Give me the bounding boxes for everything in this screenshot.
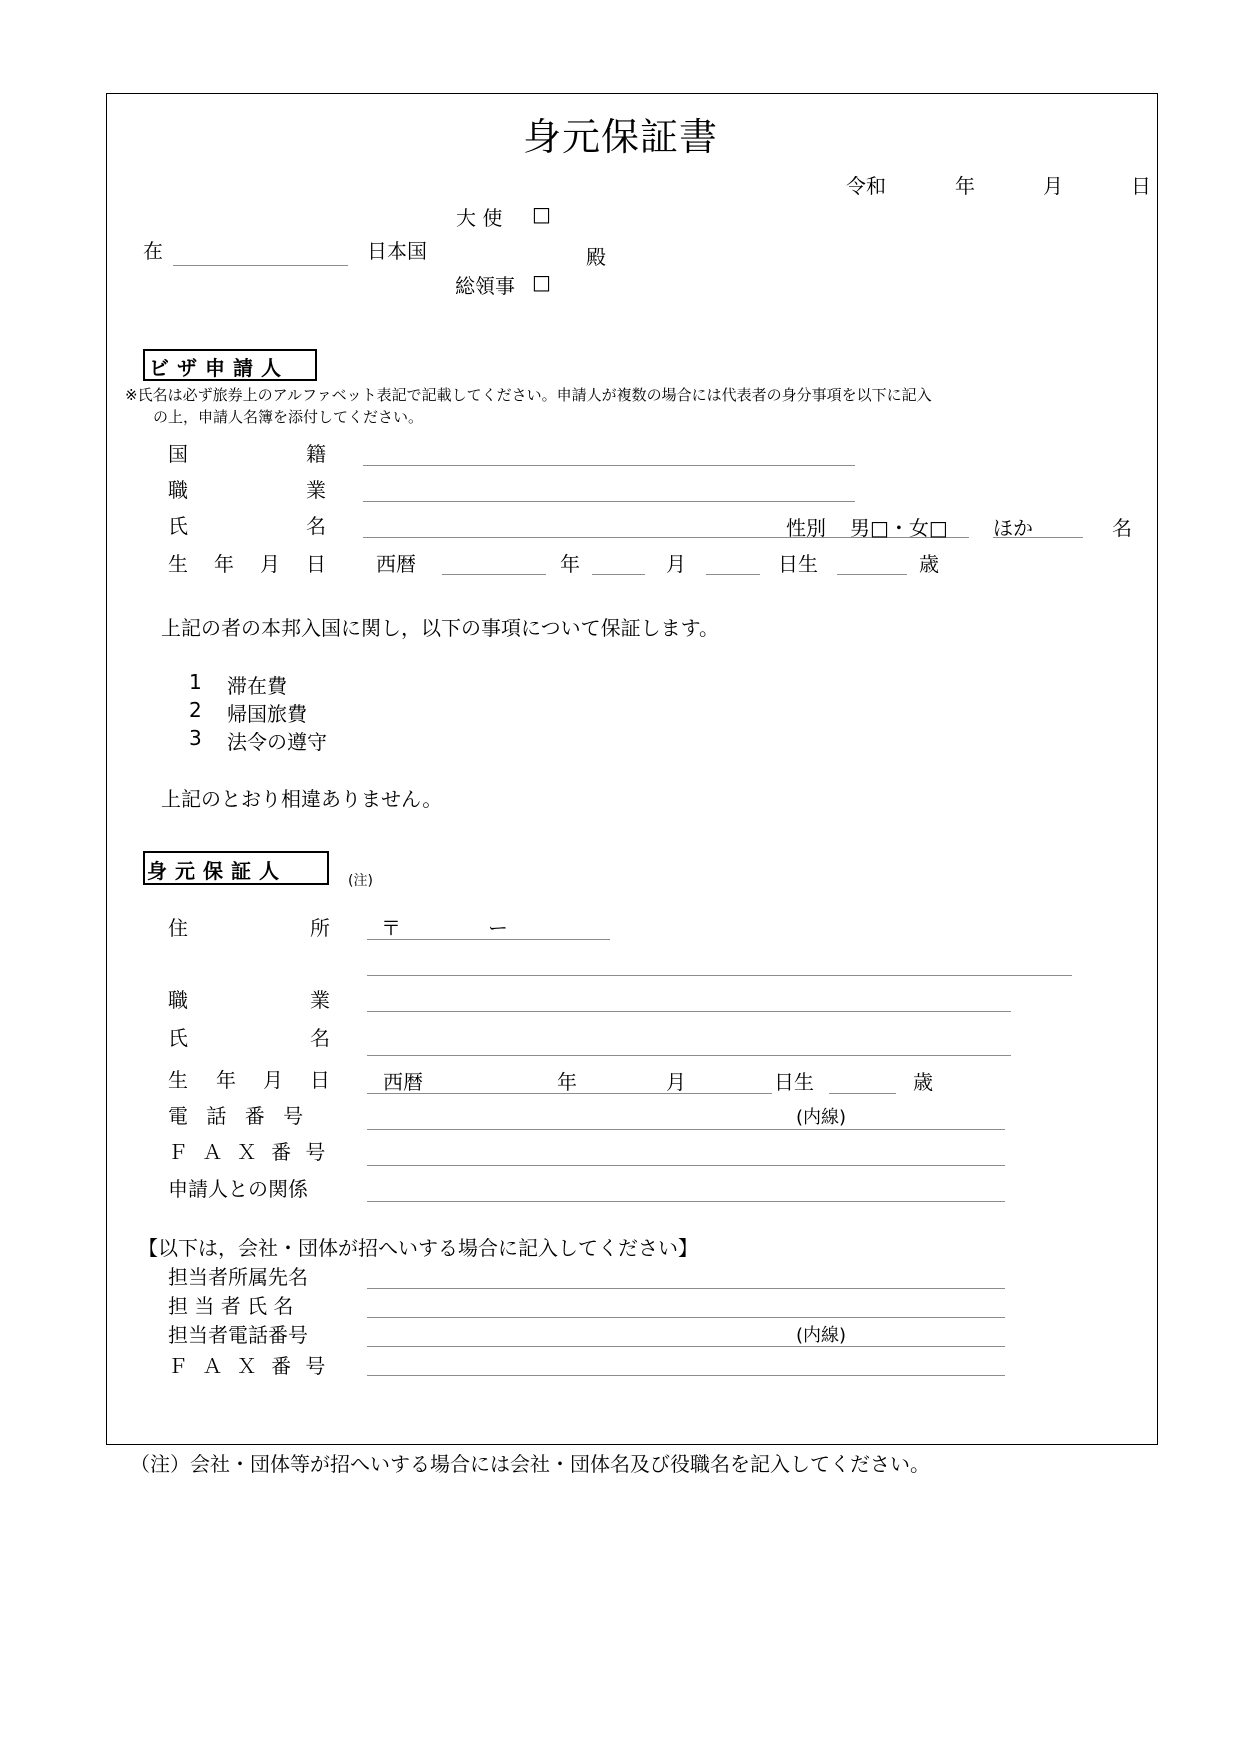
item-3-text: 法令の遵守	[227, 730, 327, 754]
birth-year-field[interactable]	[442, 574, 546, 575]
g-relation-label: 申請人との関係	[168, 1177, 308, 1201]
c-fax-label: Ｆ Ａ Ｘ 番 号	[168, 1354, 330, 1378]
g-address-label-a: 住	[168, 916, 188, 940]
birth-label-2: 年	[214, 552, 234, 576]
occupation-label-b: 業	[306, 478, 326, 502]
birth-label-4: 日	[306, 552, 326, 576]
c-dept-field[interactable]	[367, 1288, 1005, 1289]
g-phone-field[interactable]	[367, 1129, 1005, 1130]
g-relation-field[interactable]	[367, 1201, 1005, 1202]
zai-label: 在	[143, 239, 163, 263]
item-1-text: 滞在費	[227, 674, 287, 698]
item-3-number: 3	[189, 726, 202, 750]
postal-mark: 〒	[381, 916, 401, 940]
g-address-field[interactable]	[367, 975, 1072, 976]
dono-label: 殿	[586, 245, 606, 269]
persons-label: 名	[1112, 516, 1132, 540]
g-phone-label: 電 話 番 号	[168, 1104, 310, 1128]
g-birth-year-label: 年	[557, 1070, 577, 1094]
nationality-label-b: 籍	[306, 442, 326, 466]
birth-label-3: 月	[260, 552, 280, 576]
document-title: 身元保証書	[522, 115, 718, 159]
guarantor-note-mark: (注)	[348, 873, 373, 889]
nationality-label-a: 国	[168, 442, 188, 466]
g-birth-label-3: 月	[263, 1068, 283, 1092]
date-year: 年	[955, 174, 975, 198]
age-field[interactable]	[837, 574, 907, 575]
applicant-note-line1: ※氏名は必ず旅券上のアルファベット表記で記載してください。申請人が複数の場合には代表者の身分事項を以下に記入	[125, 386, 932, 404]
japan-label: 日本国	[367, 239, 427, 263]
birth-month-field[interactable]	[592, 574, 645, 575]
applicant-heading: ビザ申請人	[149, 356, 289, 380]
confirm-text: 上記のとおり相違ありません。	[161, 787, 443, 811]
company-heading: 【以下は，会社・団体が招へいする場合に記入してください】	[138, 1236, 698, 1260]
c-person-field[interactable]	[367, 1317, 1005, 1318]
birth-day-field[interactable]	[706, 574, 760, 575]
seireki-label: 西暦	[376, 552, 416, 576]
age-label: 歳	[919, 552, 939, 576]
g-name-label-a: 氏	[168, 1026, 188, 1050]
occupation-label-a: 職	[168, 478, 188, 502]
g-birth-label-1: 生	[168, 1068, 188, 1092]
c-fax-field[interactable]	[367, 1375, 1005, 1376]
g-fax-label: Ｆ Ａ Ｘ 番 号	[168, 1140, 330, 1164]
footnote: （注）会社・団体等が招へいする場合には会社・団体名及び役職名を記入してください。	[130, 1452, 930, 1476]
g-birth-label-2: 年	[216, 1068, 236, 1092]
g-age-field[interactable]	[829, 1093, 896, 1094]
g-birth-date-field[interactable]	[367, 1093, 772, 1094]
name-label-b: 名	[306, 514, 326, 538]
ambassador-label: 大 使	[456, 206, 503, 230]
g-name-field[interactable]	[367, 1055, 1011, 1056]
guarantor-heading: 身元保証人	[147, 859, 287, 883]
g-birth-label-4: 日	[310, 1068, 330, 1092]
name-label-a: 氏	[168, 514, 188, 538]
g-occupation-label-b: 業	[310, 988, 330, 1012]
birth-label-1: 生	[168, 552, 188, 576]
ambassador-checkbox[interactable]: □	[532, 202, 551, 226]
g-extension-label: (内線)	[796, 1107, 847, 1128]
consul-checkbox[interactable]: □	[532, 270, 551, 294]
birth-year-label: 年	[560, 552, 580, 576]
g-address-label-b: 所	[310, 916, 330, 940]
c-extension-label: (内線)	[796, 1325, 847, 1346]
date-month: 月	[1043, 174, 1063, 198]
g-fax-field[interactable]	[367, 1165, 1005, 1166]
location-field[interactable]	[173, 265, 348, 266]
g-age-label: 歳	[913, 1070, 933, 1094]
birth-day-label: 日生	[778, 552, 818, 576]
others-count-field[interactable]	[993, 537, 1083, 538]
c-phone-field[interactable]	[367, 1346, 1005, 1347]
item-2-text: 帰国旅費	[227, 702, 307, 726]
consul-label: 総領事	[455, 274, 515, 298]
g-name-label-b: 名	[310, 1026, 330, 1050]
guarantee-text: 上記の者の本邦入国に関し，以下の事項について保証します。	[161, 616, 719, 640]
sex-checkboxes[interactable]: 男□・女□	[850, 516, 948, 540]
applicant-note-line2: の上，申請人名簿を添付してください。	[153, 408, 424, 426]
item-2-number: 2	[189, 698, 202, 722]
applicant-nationality-field[interactable]	[363, 465, 855, 466]
sex-label: 性別	[786, 516, 826, 540]
c-dept-label: 担当者所属先名	[168, 1265, 308, 1289]
postal-dash: ー	[488, 916, 508, 940]
g-birth-month-label: 月	[666, 1070, 686, 1094]
g-occupation-label-a: 職	[168, 988, 188, 1012]
applicant-occupation-field[interactable]	[363, 501, 855, 502]
birth-month-label: 月	[666, 552, 686, 576]
g-seireki-label: 西暦	[383, 1070, 423, 1094]
g-occupation-field[interactable]	[367, 1011, 1011, 1012]
date-day: 日	[1131, 174, 1151, 198]
date-era: 令和	[846, 174, 886, 198]
item-1-number: 1	[189, 670, 202, 694]
c-person-label: 担 当 者 氏 名	[168, 1294, 294, 1318]
c-phone-label: 担当者電話番号	[168, 1323, 308, 1347]
postal-code-field[interactable]	[367, 939, 610, 940]
others-label: ほか	[993, 516, 1033, 540]
g-birth-day-label: 日生	[774, 1070, 814, 1094]
